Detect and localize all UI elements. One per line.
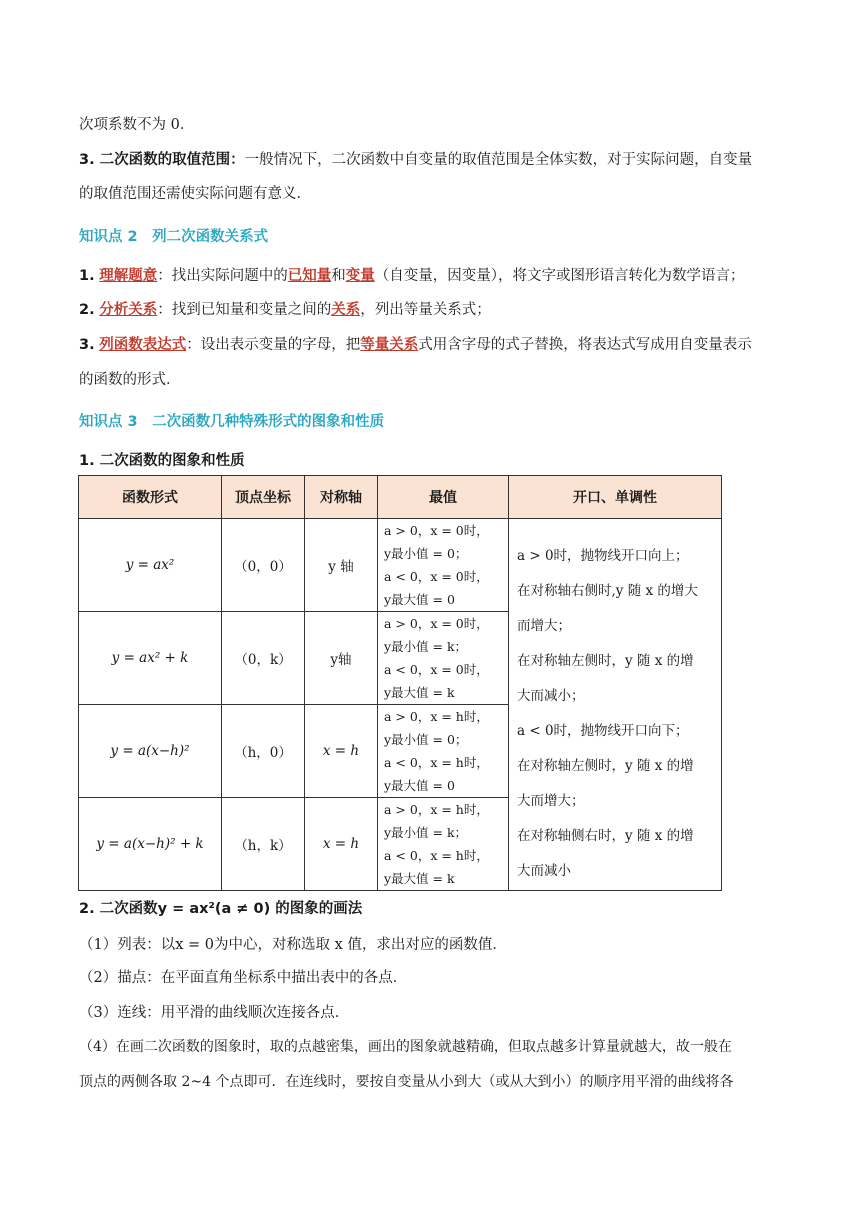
prop-line: 在对称轴侧右时，y 随 x 的增 <box>517 828 694 844</box>
keyword: 变量 <box>345 268 375 284</box>
vertex-cell: （0，0） <box>222 519 305 612</box>
keyword: 列函数表达式 <box>99 337 187 353</box>
range-text: 一般情况下，二次函数中自变量的取值范围是全体实数，对于实际问题，自变量 <box>244 152 753 168</box>
intro-line: 次项系数不为 0． <box>79 117 195 133</box>
max-line: a < 0，x = h时， <box>384 755 489 770</box>
max-line: y最小值 = 0； <box>384 546 468 561</box>
range-paragraph-line1 <box>79 148 752 169</box>
step-number: 2. <box>79 302 95 318</box>
max-line: a > 0，x = 0时， <box>384 616 489 631</box>
table-header: 顶点坐标 <box>222 476 305 519</box>
extreme-value-cell <box>378 798 509 891</box>
prop-line: 在对称轴左侧时，y 随 x 的增 <box>517 653 694 669</box>
max-line: y最大值 = 0 <box>384 592 455 607</box>
vertex-cell: （h，0） <box>222 705 305 798</box>
opening-monotonicity-cell <box>509 519 722 891</box>
keyword: 等量关系 <box>360 337 419 353</box>
range-paragraph-line2: 的取值范围还需使实际问题有意义． <box>79 186 311 202</box>
table-header-row <box>79 476 722 519</box>
max-line: y最小值 = 0； <box>384 732 468 747</box>
kp2-heading: 知识点 2 列二次函数关系式 <box>79 229 269 245</box>
extreme-value-cell <box>378 705 509 798</box>
function-form-cell: y = a(x−h)² + k <box>79 798 222 891</box>
keyword: 已知量 <box>287 268 332 284</box>
kp3-sub1: 1. 二次函数的图象和性质 <box>79 453 245 469</box>
extreme-value-cell <box>378 519 509 612</box>
axis-cell: x = h <box>305 798 378 891</box>
function-form-cell: y = ax² + k <box>79 612 222 705</box>
prop-line: a > 0时，抛物线开口向上； <box>517 548 689 564</box>
max-line: a < 0，x = 0时， <box>384 569 489 584</box>
axis-cell: x = h <box>305 705 378 798</box>
kp2-step1 <box>79 264 744 285</box>
table-row <box>79 519 722 612</box>
step-text: ：找到已知量和变量之间的 <box>157 302 332 318</box>
prop-line: a < 0时，抛物线开口向下； <box>517 723 689 739</box>
prop-line: 大而减小 <box>517 863 571 879</box>
vertex-cell: （h，k） <box>222 798 305 891</box>
step-text: 式用含字母的式子替换，将表达式写成用自变量表示 <box>418 337 752 353</box>
prop-line: 在对称轴左侧时，y 随 x 的增 <box>517 758 694 774</box>
drawing-step: （2）描点：在平面直角坐标系中描出表中的各点． <box>79 970 408 986</box>
max-line: y最大值 = k <box>384 685 455 700</box>
keyword: 分析关系 <box>99 302 158 318</box>
keyword: 理解题意 <box>99 268 158 284</box>
step-text: 和 <box>331 268 346 284</box>
max-line: a > 0，x = 0时， <box>384 523 489 538</box>
table-header: 开口、单调性 <box>509 476 722 519</box>
max-line: y最小值 = k； <box>384 825 468 840</box>
max-line: a < 0，x = 0时， <box>384 662 489 677</box>
max-line: y最大值 = 0 <box>384 778 455 793</box>
prop-line: 在对称轴右侧时,y 随 x 的增大 <box>517 583 698 599</box>
kp2-step2 <box>79 298 491 319</box>
step-text: ：设出表示变量的字母，把 <box>186 337 361 353</box>
extreme-value-cell <box>378 612 509 705</box>
prop-line: 而增大； <box>517 618 571 634</box>
step-number: 1. <box>79 268 95 284</box>
function-form-cell: y = ax² <box>79 519 222 612</box>
kp2-step3-cont: 的函数的形式． <box>79 372 181 388</box>
drawing-step: （4）在画二次函数的图象时，取的点越密集，画出的图象就越精确，但取点越多计算量就越大，故一般在 <box>79 1039 732 1055</box>
prop-line: 大而减小； <box>517 688 585 704</box>
step-text: ，列出等量关系式； <box>360 302 491 318</box>
step-number: 3. <box>79 337 95 353</box>
prop-line: 大而增大； <box>517 793 585 809</box>
max-line: y最小值 = k； <box>384 639 468 654</box>
table-header: 对称轴 <box>305 476 378 519</box>
kp3-sub2: 2. 二次函数y = ax²(a ≠ 0) 的图象的画法 <box>79 901 363 917</box>
max-line: a > 0，x = h时， <box>384 802 489 817</box>
function-form-cell: y = a(x−h)² <box>79 705 222 798</box>
max-line: y最大值 = k <box>384 871 455 886</box>
table-header: 最值 <box>378 476 509 519</box>
drawing-step: （1）列表：以x = 0为中心，对称选取 x 值，求出对应的函数值． <box>79 937 507 953</box>
max-line: a < 0，x = h时， <box>384 848 489 863</box>
properties-table <box>78 475 722 891</box>
step-text: ：找出实际问题中的 <box>157 268 288 284</box>
step-text: （自变量，因变量），将文字或图形语言转化为数学语言； <box>374 268 745 284</box>
axis-cell: y轴 <box>305 612 378 705</box>
axis-cell: y 轴 <box>305 519 378 612</box>
table-header: 函数形式 <box>79 476 222 519</box>
keyword: 关系 <box>331 302 361 318</box>
drawing-step: （3）连线：用平滑的曲线顺次连接各点． <box>79 1005 350 1021</box>
range-label: 3. 二次函数的取值范围： <box>79 152 245 168</box>
vertex-cell: （0，k） <box>222 612 305 705</box>
drawing-step: 顶点的两侧各取 2~4 个点即可．在连线时，要按自变量从小到大（或从大到小）的顺序用平滑的曲线将各 <box>79 1074 734 1090</box>
kp3-heading: 知识点 3 二次函数几种特殊形式的图象和性质 <box>79 414 385 430</box>
max-line: a > 0，x = h时， <box>384 709 489 724</box>
kp2-step3 <box>79 333 752 354</box>
